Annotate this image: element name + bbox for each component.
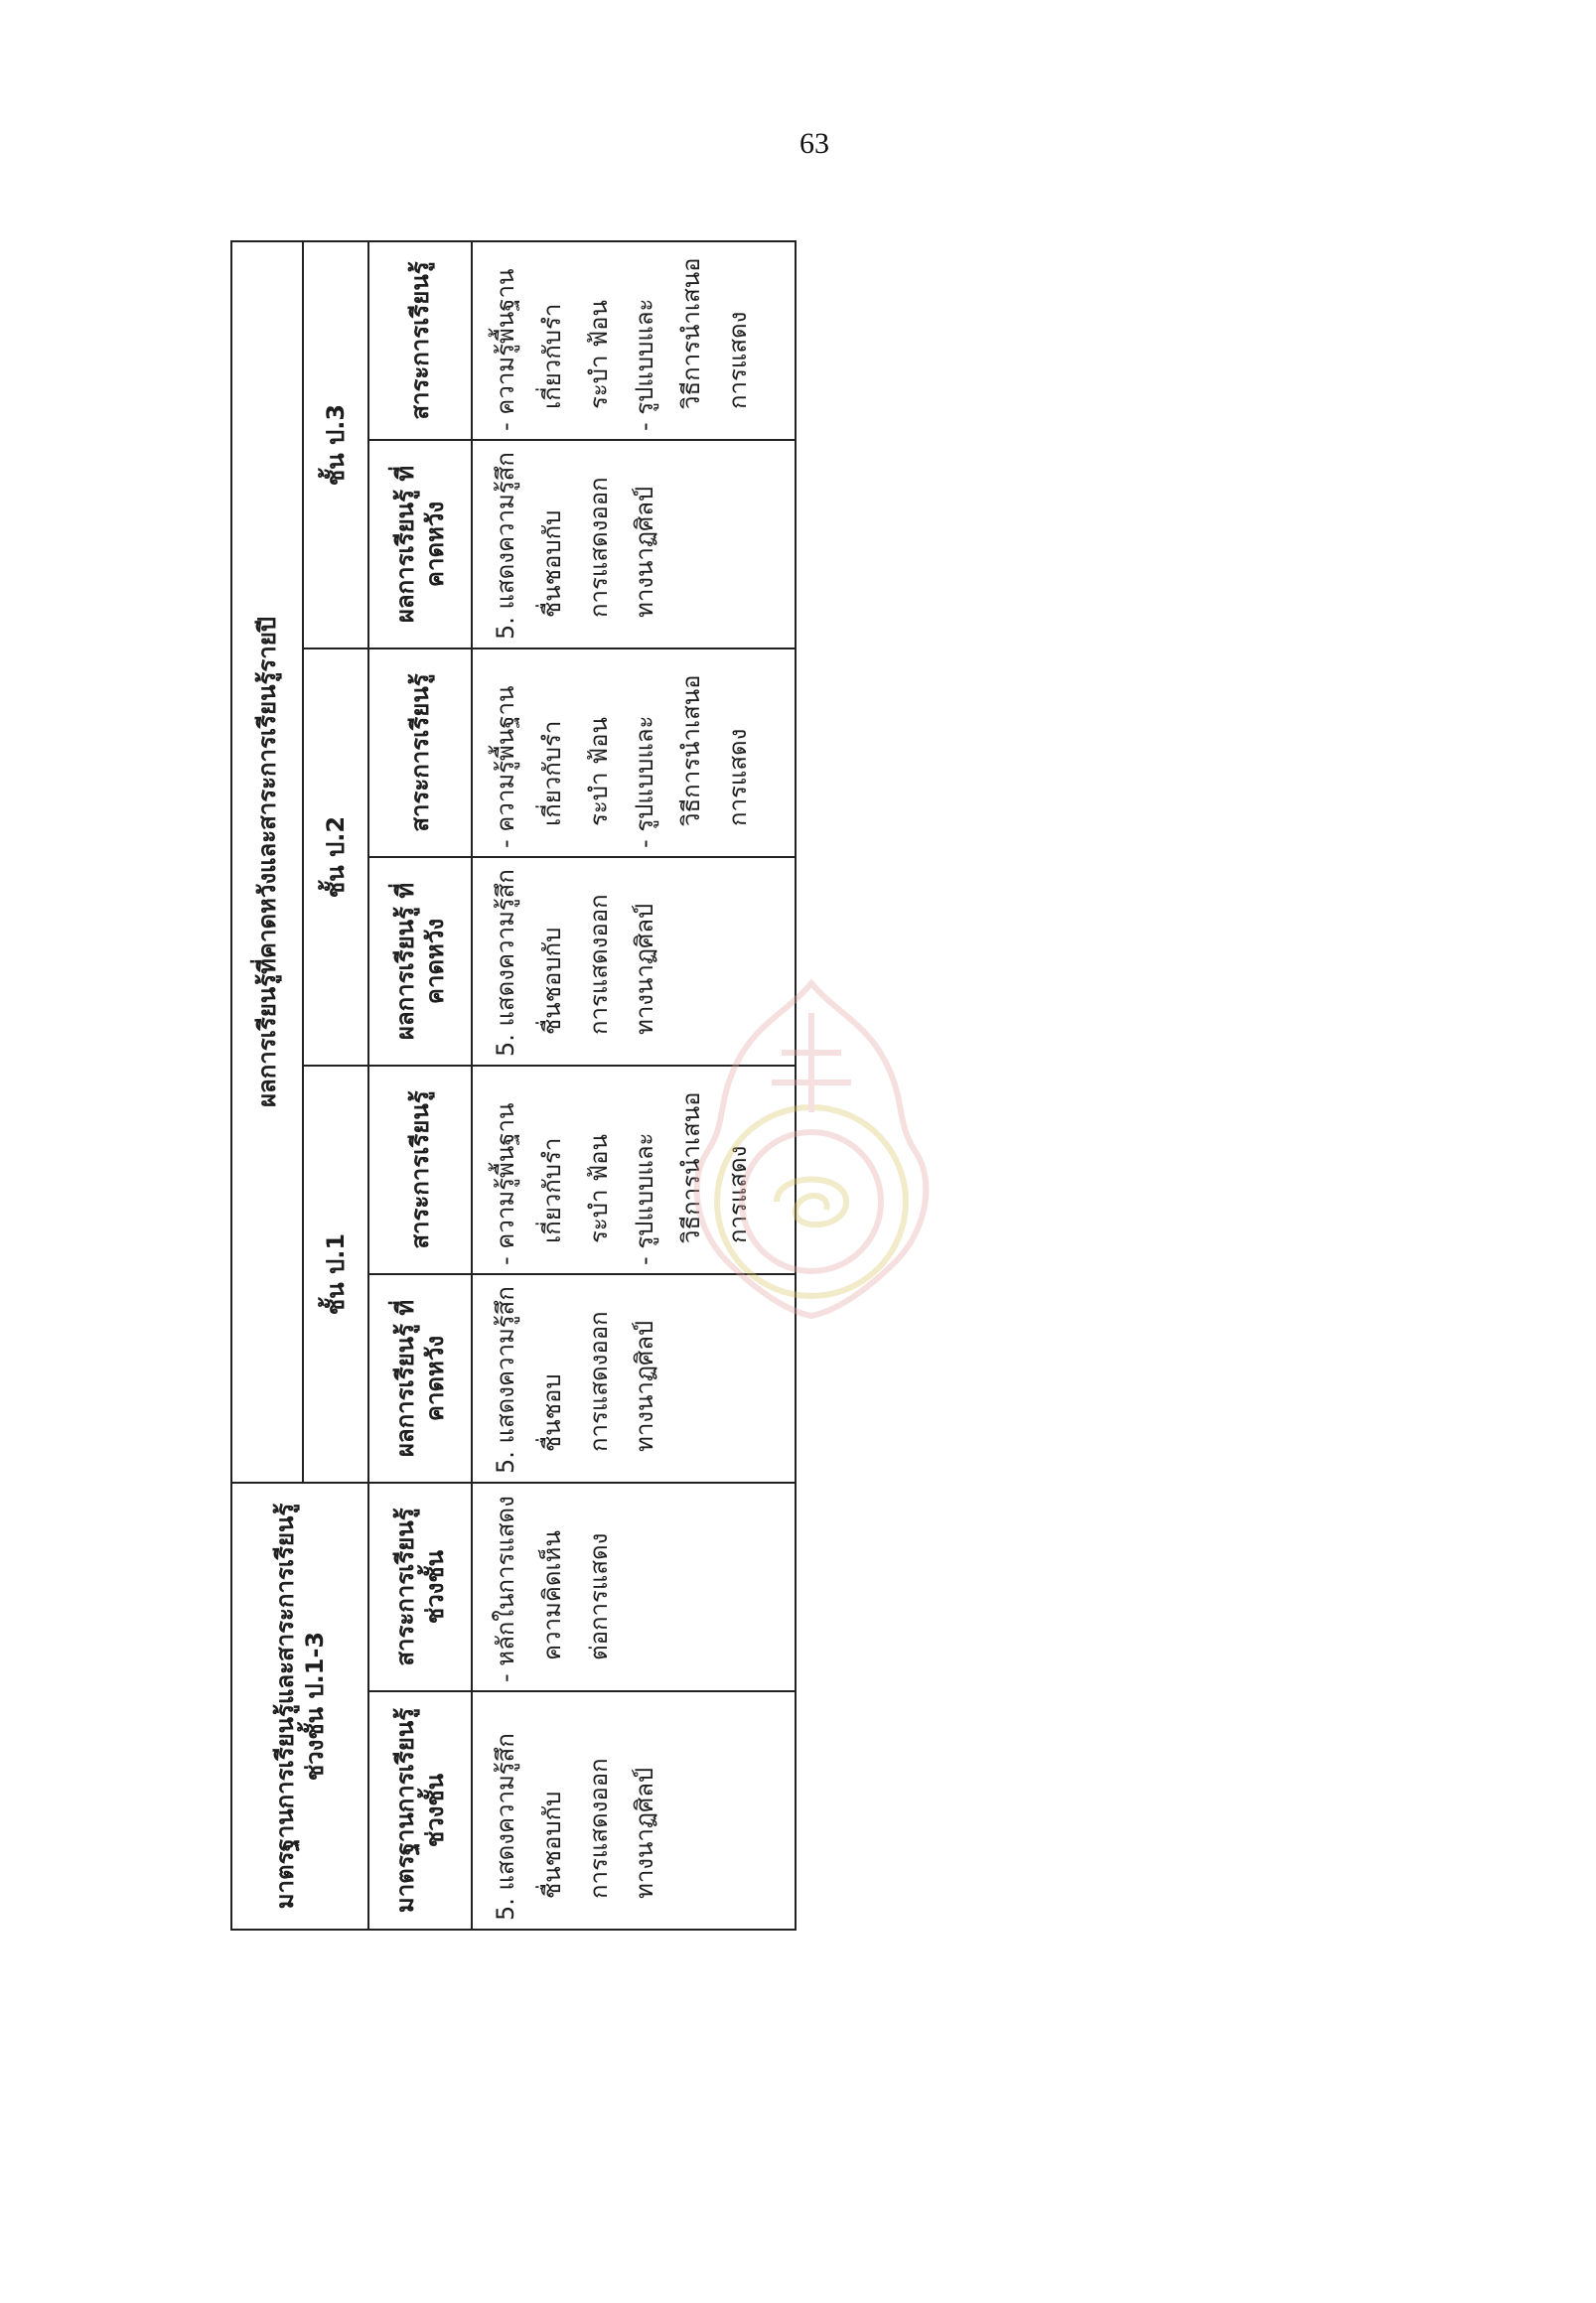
cell-p3-outcome: [472, 440, 796, 648]
curriculum-table: [230, 240, 797, 1931]
subheader-p3-outcome: ผลการเรียนรู้ ที่คาดหวัง: [368, 440, 472, 648]
p3-outcome-line: 5. แสดงความรู้สึก: [492, 452, 519, 640]
p2-content-line: ระบำ ฟ้อน: [584, 717, 613, 826]
header-grade-2: ชั้น ป.2: [303, 648, 368, 1066]
subheader-p2-outcome: ผลการเรียนรู้ ที่คาดหวัง: [368, 857, 472, 1066]
p2-content-line: - รูปแบบและ: [631, 715, 659, 848]
header-standards-and-content: มาตรฐานการเรียนรู้และสาระการเรียนรู้ ช่วงชั้น ป.1-3: [231, 1483, 368, 1930]
subheader-standard: มาตรฐานการเรียนรู้ ช่วงชั้น: [368, 1691, 472, 1930]
subheader-content-range: สาระการเรียนรู้ ช่วงชั้น: [368, 1483, 472, 1691]
p1-content-line: วิธีการนำเสนอ: [677, 1091, 706, 1243]
p3-content-line: - ความรู้พื้นฐาน: [492, 268, 519, 431]
subheader-p2-content: สาระการเรียนรู้: [368, 648, 472, 857]
p2-outcome-line: การแสดงออก: [584, 894, 613, 1035]
p2-outcome-line: ทางนาฏศิลป์: [631, 903, 659, 1035]
content-range-line: ต่อการแสดง: [584, 1532, 613, 1660]
p1-content-line: - ความรู้พื้นฐาน: [492, 1102, 519, 1265]
p3-content-line: การแสดง: [723, 311, 752, 409]
standard-line: 5. แสดงความรู้สึก: [492, 1733, 519, 1921]
cell-p3-content: [472, 241, 796, 440]
cell-p1-outcome: [472, 1274, 796, 1483]
p3-content-line: - รูปแบบและ: [631, 298, 659, 431]
header-grade-1: ชั้น ป.1: [303, 1066, 368, 1483]
cell-content-range: [472, 1483, 796, 1691]
cell-p1-content: [472, 1066, 796, 1274]
curriculum-table-wrapper: [230, 242, 797, 1931]
standard-line: ชื่นชอบกับ: [537, 1791, 566, 1899]
p1-outcome-line: ทางนาฏศิลป์: [631, 1320, 659, 1452]
subheader-p1-content: สาระการเรียนรู้: [368, 1066, 472, 1274]
p1-content-line: เกี่ยวกับรำ: [537, 1137, 566, 1243]
subheader-p1-outcome: ผลการเรียนรู้ ที่คาดหวัง: [368, 1274, 472, 1483]
cell-standard: [472, 1691, 796, 1930]
p2-outcome-line: ชื่นชอบกับ: [537, 927, 566, 1035]
page-number: 63: [799, 127, 829, 160]
p1-outcome-line: 5. แสดงความรู้สึก: [492, 1286, 519, 1474]
p3-content-line: ระบำ ฟ้อน: [584, 300, 613, 409]
p1-outcome-line: ชื่นชอบ: [537, 1373, 566, 1452]
p3-outcome-line: ทางนาฏศิลป์: [631, 486, 659, 618]
p2-content-line: วิธีการนำเสนอ: [677, 674, 706, 826]
subheader-p3-content: สาระการเรียนรู้: [368, 241, 472, 440]
p1-outcome-line: การแสดงออก: [584, 1311, 613, 1452]
content-range-line: ความคิดเห็น: [537, 1530, 566, 1660]
p1-content-line: ระบำ ฟ้อน: [584, 1134, 613, 1243]
p1-content-line: การแสดง: [723, 1145, 752, 1243]
cell-p2-outcome: [472, 857, 796, 1066]
p2-content-line: การแสดง: [723, 728, 752, 826]
p3-content-line: วิธีการนำเสนอ: [677, 257, 706, 409]
p2-content-line: - ความรู้พื้นฐาน: [492, 685, 519, 848]
p1-content-line: - รูปแบบและ: [631, 1132, 659, 1265]
header-grade-3: ชั้น ป.3: [303, 241, 368, 648]
p3-outcome-line: การแสดงออก: [584, 477, 613, 618]
p3-outcome-line: ชื่นชอบกับ: [537, 509, 566, 618]
standard-line: ทางนาฏศิลป์: [631, 1767, 659, 1899]
header-expected-outcomes: ผลการเรียนรู้ที่คาดหวังและสาระการเรียนรู้รายปี: [231, 241, 303, 1483]
standard-line: การแสดงออก: [584, 1758, 613, 1899]
p2-outcome-line: 5. แสดงความรู้สึก: [492, 869, 519, 1057]
p3-content-line: เกี่ยวกับรำ: [537, 303, 566, 409]
p2-content-line: เกี่ยวกับรำ: [537, 720, 566, 826]
content-range-line: - หลักในการแสดง: [492, 1496, 519, 1682]
cell-p2-content: [472, 648, 796, 857]
